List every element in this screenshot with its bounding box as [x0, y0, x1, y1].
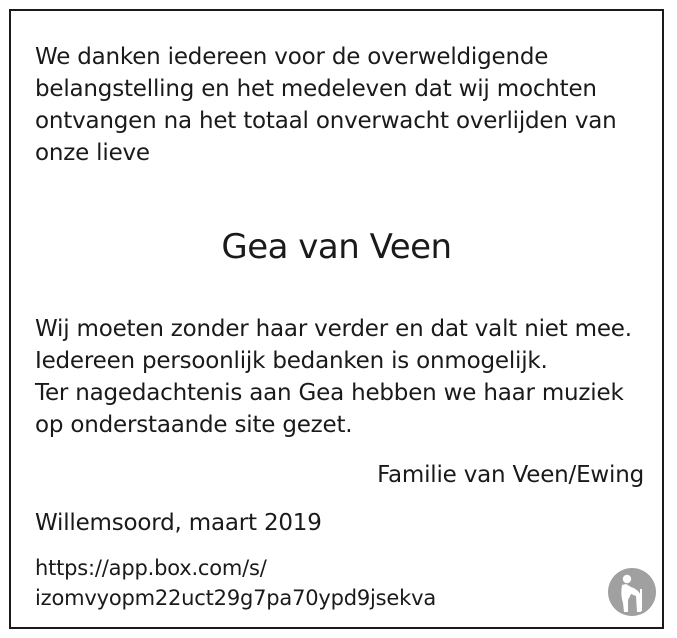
mourning-figure-icon — [607, 567, 657, 617]
message-line: op onderstaande site gezet. — [35, 412, 353, 438]
family-signature: Familie van Veen/Ewing — [377, 462, 644, 488]
intro-line: belangstelling en het medeleven dat wij mochten — [35, 76, 597, 102]
message-line: Iedereen persoonlijk bedanken is onmogelijk. — [35, 348, 548, 374]
intro-line: ontvangen na het totaal onverwacht overlijden van — [35, 108, 617, 134]
message-line: Ter nagedachtenis aan Gea hebben we haar muziek — [35, 380, 624, 406]
intro-line: We danken iedereen voor de overweldigende — [35, 44, 549, 70]
intro-line: onze lieve — [35, 140, 150, 166]
message-line: Wij moeten zonder haar verder en dat valt niet mee. — [35, 316, 632, 342]
message-paragraph — [35, 313, 632, 441]
place-date: Willemsoord, maart 2019 — [35, 510, 322, 536]
obituary-card — [9, 9, 664, 629]
link-line[interactable]: https://app.box.com/s/ — [35, 556, 267, 580]
deceased-name: Gea van Veen — [221, 227, 452, 267]
music-link[interactable] — [35, 553, 436, 613]
intro-paragraph — [35, 41, 617, 169]
link-line[interactable]: izomvyopm22uct29g7pa70ypd9jsekva — [35, 586, 436, 610]
